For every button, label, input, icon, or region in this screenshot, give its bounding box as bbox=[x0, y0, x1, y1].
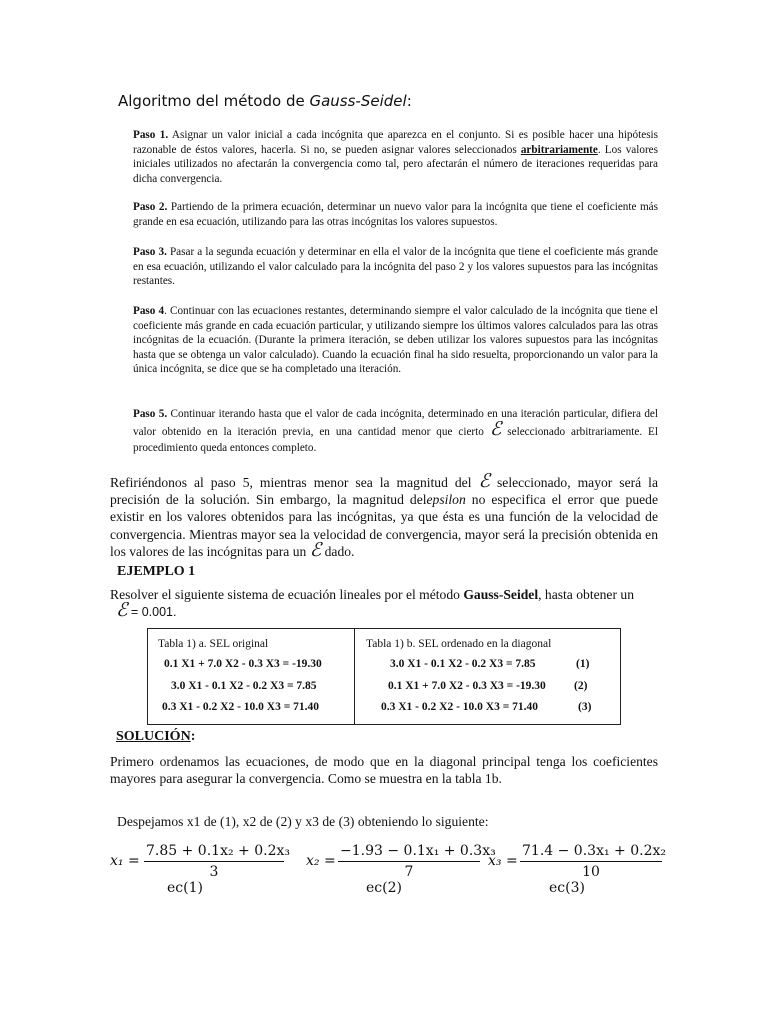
equation-tag: (3) bbox=[578, 701, 592, 713]
table-row: 0.1 X1 + 7.0 X2 - 0.3 X3 = -19.30 bbox=[164, 658, 322, 670]
epsilon-symbol: ℰ bbox=[116, 599, 128, 622]
solution-heading: SOLUCIÓN: bbox=[116, 729, 196, 744]
table-row: 0.3 X1 - 0.2 X2 - 10.0 X3 = 71.40 bbox=[381, 701, 539, 713]
formula-fraction-1: $\frac{\text{7.85 + 0.1x₂ + 0.2x₃}}{3}$ bbox=[146, 843, 290, 880]
formula-fraction-3: $\frac{\text{71.4 − 0.3x₁ + 0.2x₂}}{10}$ bbox=[522, 843, 666, 880]
epsilon-symbol: ℰ bbox=[489, 417, 502, 440]
example-heading: EJEMPLO 1 bbox=[117, 564, 196, 579]
solution-text: Primero ordenamos las ecuaciones, de modo que en la diagonal principal tenga los coeficientes mayores para asegurar la convergencia. Como se muestra en la tabla 1b. bbox=[110, 754, 658, 787]
formula-tag-1: ec(1) bbox=[167, 880, 203, 896]
equation-tag: (1) bbox=[576, 658, 590, 670]
solution-despeje: Despejamos x1 de (1), x2 de (2) y x3 de (3) obteniendo lo siguiente: bbox=[117, 814, 489, 829]
formula-lhs-2: x₂ = bbox=[306, 853, 336, 869]
step-2: Paso 2. Partiendo de la primera ecuación, determinar un nuevo valor para la incógnita que tiene el coeficiente más grande en esa ecuación, utilizando para las otras incógnitas los valores supuestos. bbox=[133, 201, 659, 228]
formula-lhs-3: x₃ = bbox=[488, 853, 518, 869]
epsilon-symbol: ℰ bbox=[478, 470, 491, 492]
convergence-paragraph: Refiriéndonos al paso 5, mientras menor sea la magnitud del ℰ seleccionado, mayor será la precisión de la solución. Sin embargo, la magnitud delepsilon no especifica el error que puede existir en los valores obtenidos para las incógnitas, ya que ésta es una función de la velocidad de convergencia. Mientras mayor sea la velocidad de convergencia, mayor será la precisión obtenida en los valores de las incógnitas para un ℰ dado. bbox=[110, 470, 658, 561]
step-1: Paso 1. Asignar un valor inicial a cada incógnita que aparezca en el conjunto. Si es posible hacer una hipótesis razonable de éstos valores, hacerla. Si no, se pueden asignar valores seleccionados arbitrariamente. Los valores iniciales utilizados no afectarán la convergencia como tal, pero afectarán el número de iteraciones requeridas para dicha convergencia. bbox=[133, 129, 659, 185]
example-statement: Resolver el siguiente sistema de ecuación lineales por el método Gauss-Seidel, hasta obtener un ℰ = 0.001. bbox=[110, 587, 634, 622]
formula-tag-3: ec(3) bbox=[549, 880, 585, 896]
table-row: 3.0 X1 - 0.1 X2 - 0.2 X3 = 7.85 bbox=[171, 680, 317, 692]
epsilon-symbol: ℰ bbox=[309, 538, 322, 561]
formula-tag-2: ec(2) bbox=[366, 880, 402, 896]
table-row: 0.3 X1 - 0.2 X2 - 10.0 X3 = 71.40 bbox=[162, 701, 320, 713]
step-3: Paso 3. Pasar a la segunda ecuación y determinar en ella el valor de la incógnita que tiene el coeficiente más grande en esa ecuación, utilizando el valor calculado para la incógnita del paso 2 y los valores supuestos para las incógnitas restantes. bbox=[133, 246, 658, 287]
step-5: Paso 5. Continuar iterando hasta que el valor de cada incógnita, determinado en una iteración particular, difiera del valor obtenido en la iteración previa, en una cantidad menor que cierto ℰ seleccionado arbitrariamente. El procedimiento queda entonces completo. bbox=[133, 408, 659, 454]
step-4: Paso 4. Continuar con las ecuaciones restantes, determinando siempre el valor calculado de la incógnita que tiene el coeficiente más grande en cada ecuación particular, y utilizando siempre los últimos valores calculados para las otras incógnitas de la ecuación. (Durante la primera iteración, se deben utilizar los valores supuestos para las incógnitas hasta que se obtenga un valor calculado). Cuando la ecuación final ha sido resuelta, proporcionando un valor para la única incógnita, se dice que se ha completado una iteración. bbox=[133, 305, 658, 375]
table-caption-original: Tabla 1) a. SEL original bbox=[158, 638, 269, 650]
formula-lhs-1: x₁ = bbox=[110, 853, 140, 869]
page-title: Algoritmo del método de Gauss-Seidel: bbox=[118, 92, 412, 110]
equation-tag: (2) bbox=[574, 680, 588, 692]
formula-fraction-2: $\frac{\text{−1.93 − 0.1x₁ + 0.3x₃}}{7}$ bbox=[340, 843, 496, 880]
equations-table bbox=[147, 628, 621, 725]
table-caption-ordered: Tabla 1) b. SEL ordenado en la diagonal bbox=[366, 638, 552, 650]
table-row: 0.1 X1 + 7.0 X2 - 0.3 X3 = -19.30 bbox=[388, 680, 546, 692]
table-divider bbox=[354, 629, 355, 724]
method-name: Gauss-Seidel bbox=[309, 92, 407, 110]
table-row: 3.0 X1 - 0.1 X2 - 0.2 X3 = 7.85 bbox=[390, 658, 536, 670]
